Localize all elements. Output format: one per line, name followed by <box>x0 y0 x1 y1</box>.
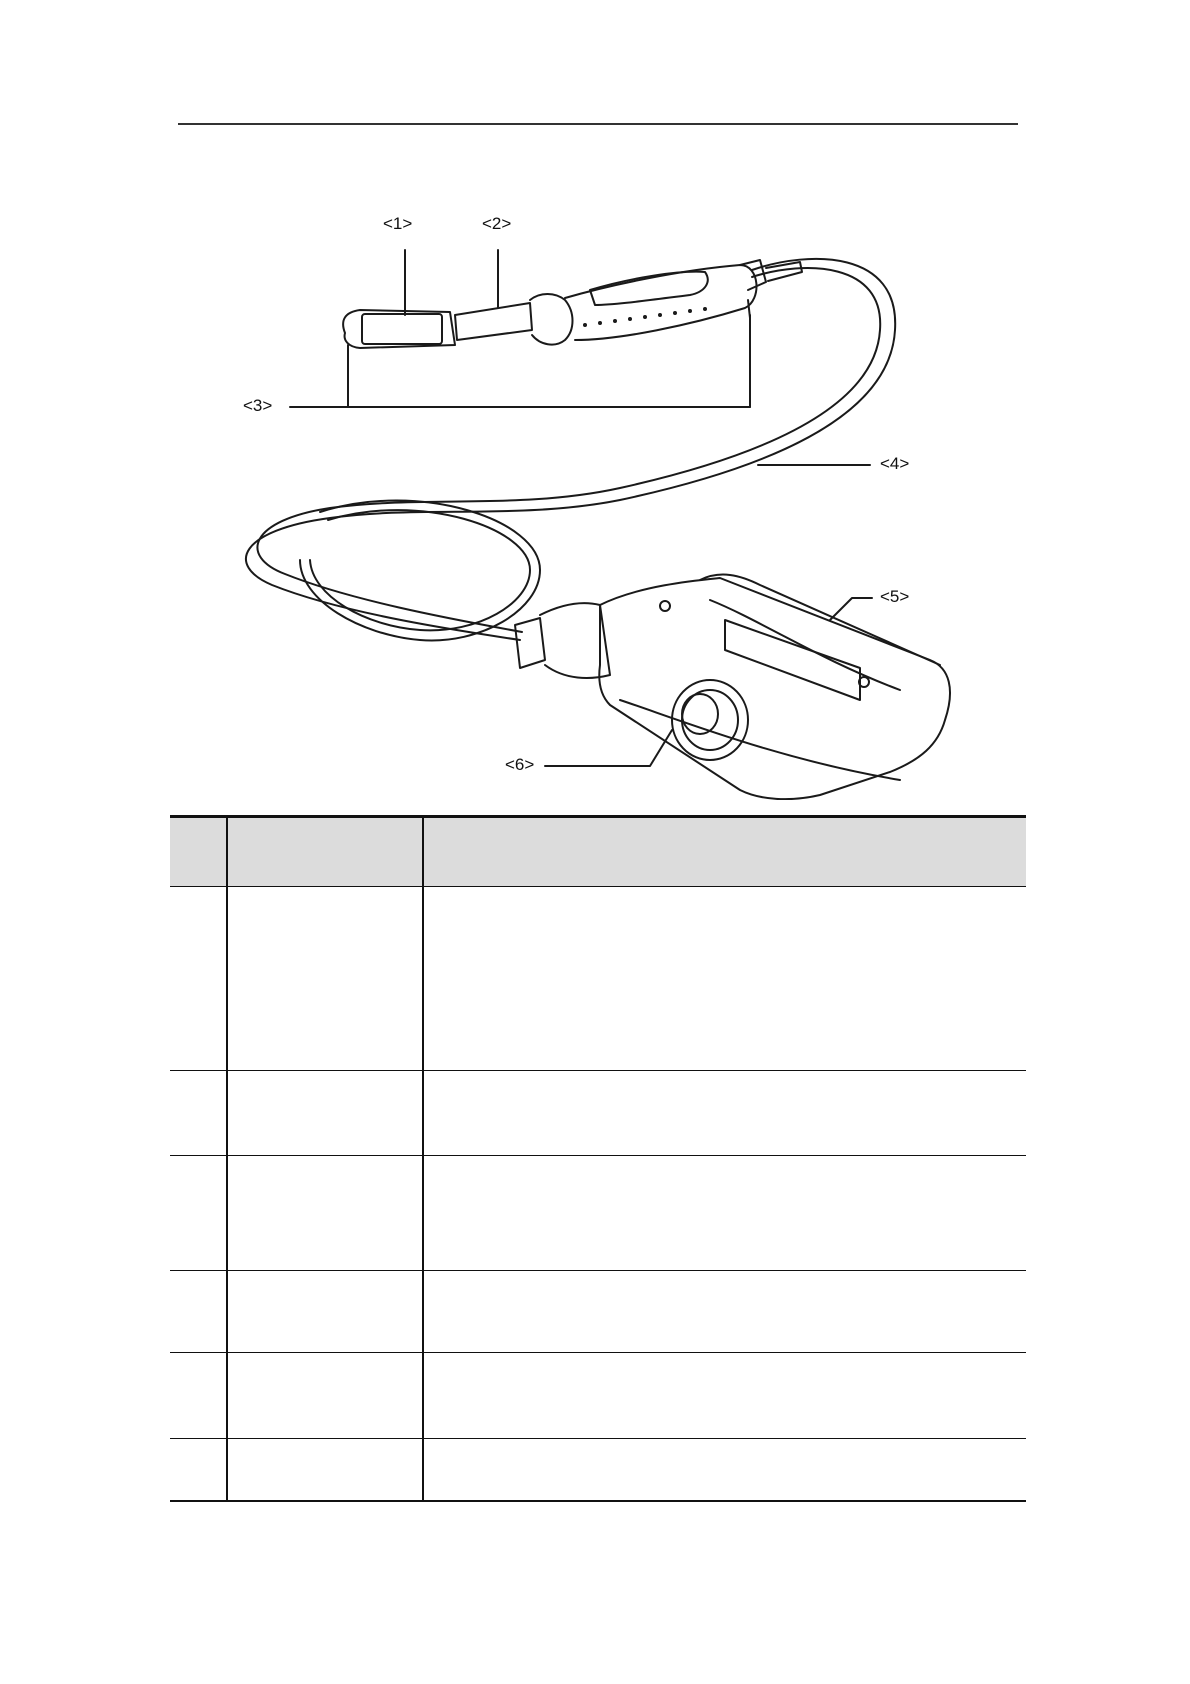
column-divider-1 <box>226 818 228 1500</box>
table-row <box>170 1270 1026 1353</box>
callout-5: <5> <box>880 587 910 606</box>
probe-illustration <box>0 0 1190 800</box>
probe-body <box>343 260 802 348</box>
probe-figure <box>0 0 1190 800</box>
callout-4: <4> <box>880 454 910 473</box>
column-divider-2 <box>422 818 424 1500</box>
table-row <box>170 1438 1026 1501</box>
probe-cable <box>246 259 895 640</box>
callout-2: <2> <box>482 214 512 233</box>
leader-5 <box>830 598 872 620</box>
table-row <box>170 1352 1026 1439</box>
callout-1: <1> <box>383 214 413 233</box>
table-row <box>170 886 1026 1071</box>
callout-6: <6> <box>505 755 535 774</box>
leader-6 <box>545 730 672 766</box>
table-row <box>170 1155 1026 1271</box>
table-header-row <box>170 818 1026 886</box>
callout-3: <3> <box>243 396 273 415</box>
table-row <box>170 1070 1026 1156</box>
parts-table <box>170 815 1026 1502</box>
